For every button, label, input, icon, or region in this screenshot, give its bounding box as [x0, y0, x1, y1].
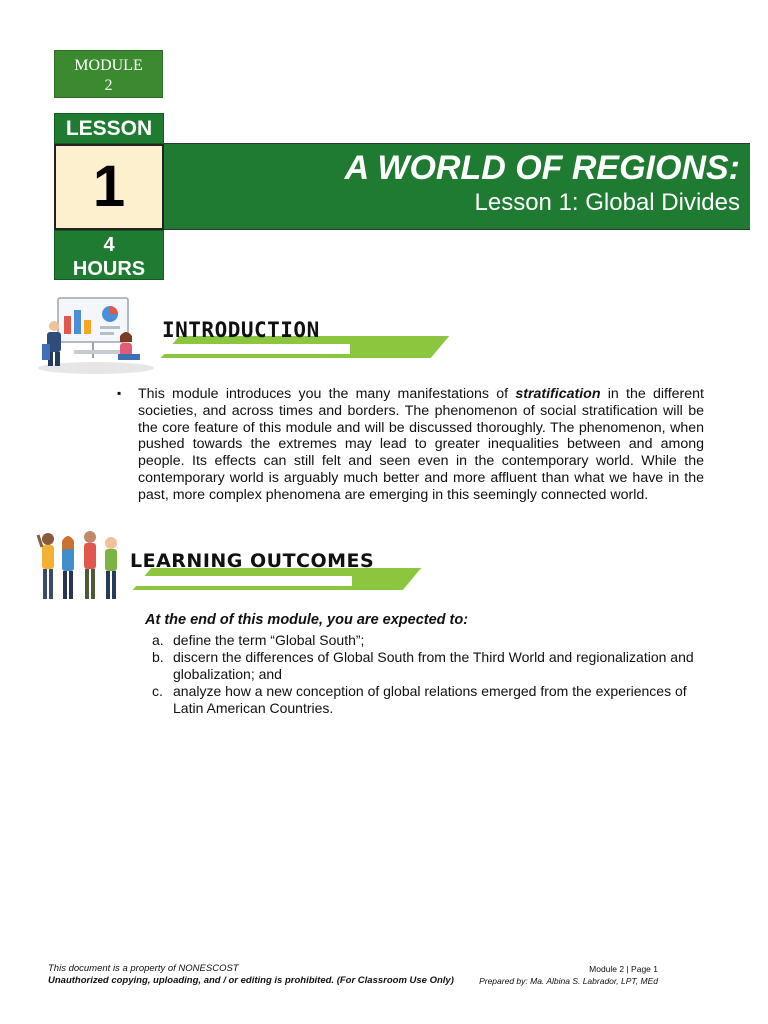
- students-group-icon: [34, 527, 126, 607]
- footer-right: [470, 963, 658, 987]
- hours-badge: [54, 230, 164, 280]
- learning-outcomes-header: [122, 550, 432, 594]
- intro-text-start: This module introduces you the many manifestations of: [138, 386, 516, 402]
- list-item-text: discern the differences of Global South from the Third World and regionalization and globalization; and: [173, 649, 694, 682]
- list-item: [152, 632, 712, 649]
- page-subtitle: Lesson 1: Global Divides: [474, 189, 740, 216]
- title-banner: [164, 143, 750, 230]
- list-item-text: define the term “Global South”;: [173, 632, 365, 648]
- outcome-list: [152, 632, 712, 717]
- intro-text-end: in the different societies, and across times and borders. The phenomenon of social stratification will be the core feature of this module and will be discussed thoroughly. The phenomenon, when pushed towards the extremes may lead to greater inequalities between and among people. Its effects can still felt and seen even in the contemporary world. While the contemporary world is arguably much better and more affluent than what we have in the past, more complex phenomena are emerging in this seemingly connected world.: [138, 386, 704, 503]
- page-info: Module 2 | Page 1: [589, 964, 658, 974]
- list-item: [152, 683, 712, 717]
- module-badge: [54, 50, 163, 98]
- presentation-meeting-icon: [34, 292, 154, 374]
- hours-number: 4: [103, 234, 115, 256]
- lesson-label: LESSON: [54, 113, 164, 144]
- bullet-marker: ▪: [117, 386, 122, 400]
- introduction-header-strip: [150, 344, 350, 354]
- list-item: [152, 649, 712, 683]
- prepared-by: Prepared by: Ma. Albina S. Labrador, LPT, MEd: [479, 976, 658, 986]
- list-marker: b.: [152, 649, 164, 665]
- outcomes-lead: At the end of this module, you are expected to:: [145, 612, 469, 628]
- module-number: 2: [104, 77, 113, 94]
- hours-label: HOURS: [72, 258, 146, 280]
- copyright-note: Unauthorized copying, uploading, and / or editing is prohibited. (For Classroom Use Only): [48, 975, 454, 986]
- list-item-text: analyze how a new conception of global relations emerged from the experiences of Latin American Countries.: [173, 683, 687, 716]
- learning-outcomes-heading: LEARNING OUTCOMES: [130, 550, 375, 572]
- footer-left: [48, 963, 454, 987]
- introduction-heading: INTRODUCTION: [162, 318, 320, 342]
- list-marker: a.: [152, 632, 164, 648]
- property-note: This document is a property of NONESCOST: [48, 963, 239, 974]
- introduction-paragraph: [138, 386, 704, 504]
- page-title: A WORLD OF REGIONS:: [344, 149, 740, 187]
- lesson-number: 1: [54, 144, 164, 230]
- learning-outcomes-header-strip: [122, 576, 352, 586]
- module-label: MODULE: [74, 57, 143, 74]
- list-marker: c.: [152, 683, 163, 699]
- intro-emphasis: stratification: [515, 386, 601, 402]
- introduction-header: [150, 318, 460, 362]
